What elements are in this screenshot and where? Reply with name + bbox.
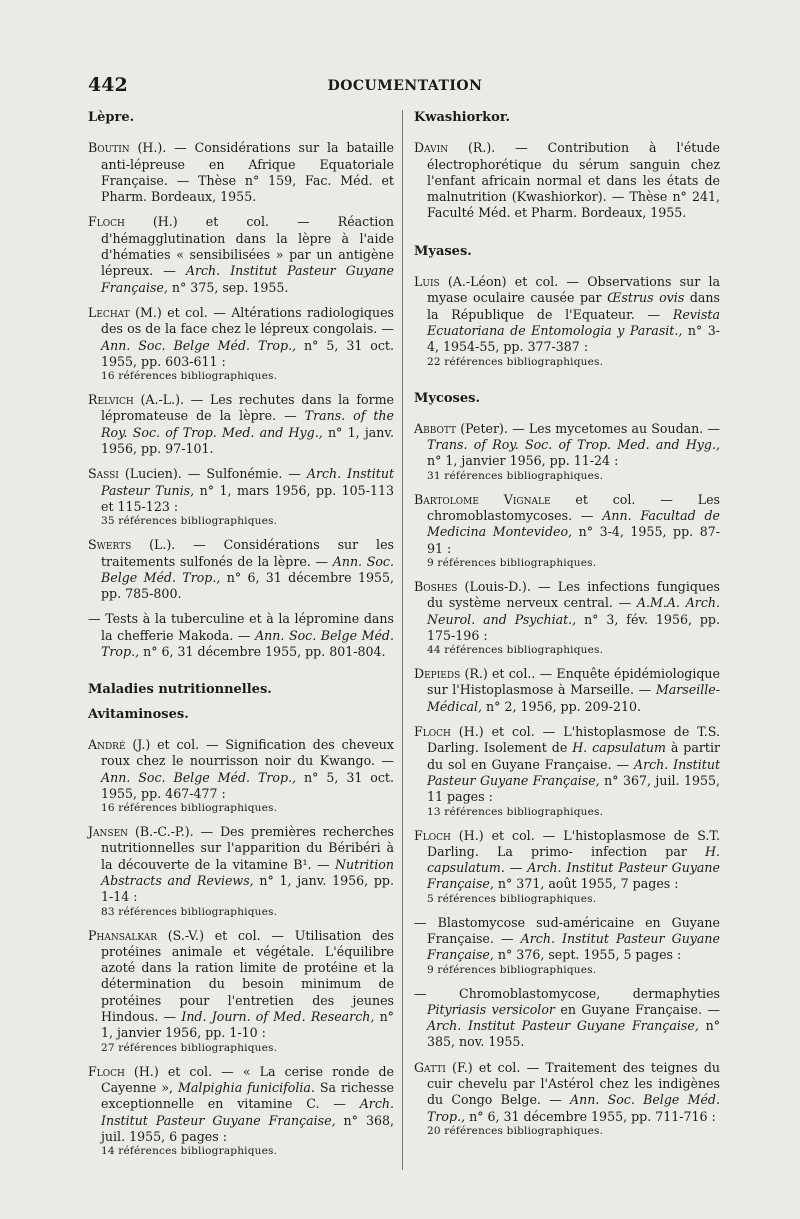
entry-text: (H.). — Considérations sur la bataille anti-lépreuse en Afrique Equatoriale Française. — Thèse n° 159, Fac. Méd. et Pharm. Bordeaux, 1955. bbox=[101, 140, 394, 205]
entry-text: n° 1, janvier 1956, pp. 11-24 : bbox=[427, 453, 619, 469]
entry-journal: Trans. of Roy. Soc. of Trop. Med. and Hyg., bbox=[427, 437, 720, 453]
page-number: 442 bbox=[88, 74, 128, 96]
entry-author: Depieds bbox=[414, 666, 461, 682]
entry-references: 9 références bibliographiques. bbox=[427, 963, 597, 976]
entry-journal: Arch. Institut Pasteur Guyane Française, bbox=[427, 756, 721, 788]
entry-journal: Ann. Soc. Belge Méd. Trop., bbox=[101, 627, 394, 660]
bibliography-entry bbox=[414, 1060, 720, 1138]
column-divider bbox=[402, 110, 403, 1170]
entry-text: — Blastomycose sud-américaine en Guyane Française. — bbox=[414, 914, 720, 946]
bibliography-entry bbox=[88, 466, 394, 528]
running-title: DOCUMENTATION bbox=[327, 78, 483, 94]
page-header bbox=[88, 74, 722, 98]
entry-journal: Trans. of the Roy. Soc. of Trop. Med. and Hyg., bbox=[101, 408, 394, 440]
entry-journal: Arch. Institut Pasteur Guyane Française, bbox=[427, 1018, 699, 1034]
entry-author: Davin bbox=[414, 140, 449, 156]
bibliography-entry bbox=[414, 666, 720, 715]
bibliography-entry bbox=[414, 724, 720, 818]
entry-author: André bbox=[88, 736, 126, 752]
entry-text: n° 1, mars 1956, pp. 105-113 et 115-123 : bbox=[101, 482, 394, 514]
entry-references: 83 références bibliographiques. bbox=[101, 905, 278, 918]
entry-text: — bbox=[504, 860, 528, 876]
entry-text: (H.) et col. — « La cerise ronde de Cayenne », bbox=[101, 1063, 394, 1095]
entry-text: — Tests à la tuberculine et à la lépromine dans la chefferie Makoda. — bbox=[88, 611, 394, 643]
entry-references: 35 références bibliographiques. bbox=[101, 515, 278, 528]
entry-references: 16 références bibliographiques. bbox=[101, 370, 278, 383]
entry-author: Bartolome Vignale bbox=[414, 491, 551, 507]
entry-author: Floch bbox=[414, 827, 451, 843]
entry-references: 22 références bibliographiques. bbox=[427, 355, 604, 368]
entry-journal: A.M.A. Arch. Neurol. and Psychiat., bbox=[427, 595, 720, 627]
entry-text: (H.) et col. — Réaction d'hémagglutination dans la lèpre à l'aide d'hématies « sensibilisées » par un antigène lépreux. — bbox=[101, 214, 394, 279]
entry-text: (J.) et col. — Signification des cheveux roux chez le nourrisson noir du Kwango. — bbox=[101, 736, 394, 769]
bibliography-entry bbox=[88, 537, 394, 602]
entry-text: n° 376, sept. 1955, 5 pages : bbox=[493, 947, 682, 963]
entry-journal: Marseille-Médical, bbox=[427, 682, 720, 714]
bibliography-entry bbox=[414, 274, 720, 368]
bibliography-entry bbox=[414, 828, 720, 906]
entry-author: Floch bbox=[88, 214, 125, 230]
entry-references: 27 références bibliographiques. bbox=[101, 1041, 278, 1054]
entry-references: 31 références bibliographiques. bbox=[427, 469, 604, 482]
entry-text: n° 1, janv. 1956, pp. 1-14 : bbox=[101, 872, 394, 905]
entry-text: n° 6, 31 décembre 1955, pp. 801-804. bbox=[139, 644, 386, 660]
entry-references: 13 références bibliographiques. bbox=[427, 805, 604, 818]
entry-text: n° 5, 31 oct. 1955, pp. 467-477 : bbox=[101, 769, 394, 801]
bibliography-entry bbox=[88, 140, 394, 205]
entry-text: (M.) et col. — Altérations radiologiques des os de la face chez le lépreux congolais. — bbox=[101, 304, 394, 337]
bibliography-entry bbox=[88, 824, 394, 918]
entry-journal: Arch. Institut Pasteur Guyane Française, bbox=[427, 930, 720, 963]
entry-journal: Revista Ecuatoriana de Entomologia y Parasit., bbox=[427, 306, 720, 338]
entry-text: (L.). — Considérations sur les traitements sulfonés de la lèpre. — bbox=[101, 537, 394, 569]
entry-species: Œstrus ovis bbox=[607, 290, 685, 306]
section-heading-maladies: Maladies nutritionnelles. bbox=[88, 682, 272, 698]
entry-text: à partir du sol en Guyane Française. — bbox=[427, 740, 720, 772]
section-heading-kwashiorkor: Kwashiorkor. bbox=[414, 110, 511, 125]
entry-author: Abbott bbox=[414, 420, 457, 436]
entry-text: (Lucien). — Sulfonémie. — bbox=[118, 466, 307, 482]
entry-journal: Arch. Institut Pasteur Tunis, bbox=[101, 466, 395, 498]
bibliography-entry bbox=[414, 915, 720, 977]
entry-text: n° 368, juil. 1955, 6 pages : bbox=[101, 1112, 394, 1144]
section-heading-lepre: Lèpre. bbox=[88, 110, 135, 125]
entry-journal: Ann. Soc. Belge Méd. Trop., bbox=[427, 1092, 720, 1124]
bibliography-entry bbox=[414, 492, 720, 570]
entry-text: en Guyane Française. — bbox=[554, 1001, 720, 1017]
section-heading-myases: Myases. bbox=[414, 243, 472, 259]
entry-species: H. capsulatum. bbox=[427, 843, 720, 876]
entry-text: (F.) et col. — Traitement des teignes du cuir chevelu par l'Astérol chez les indigènes du Congo Belge. — bbox=[427, 1059, 720, 1108]
entry-text: (Louis-D.). — Les infections fungiques du système nerveux central. — bbox=[427, 578, 720, 611]
right-column bbox=[414, 110, 720, 1147]
section-heading-mycoses: Mycoses. bbox=[414, 390, 480, 406]
entry-text: (S.-V.) et col. — Utilisation des protéines animale et végétale. L'équilibre azoté dans la ration limite de protéine et la détermination du besoin minimum de protéines pour l'entretien des jeunes Hindous. — bbox=[101, 927, 394, 1025]
entry-text: (Peter). — Les mycetomes au Soudan. — bbox=[456, 420, 720, 436]
entry-journal: Arch. Institut Pasteur Guyane Française, bbox=[101, 263, 394, 295]
bibliography-entry bbox=[88, 928, 394, 1055]
entry-references: 14 références bibliographiques. bbox=[101, 1145, 278, 1158]
bibliography-entry bbox=[414, 579, 720, 657]
bibliography-entry bbox=[414, 140, 720, 221]
entry-text: n° 6, 31 décembre 1955, pp. 785-800. bbox=[101, 569, 395, 602]
entry-species: Pityriasis versicolor bbox=[427, 1001, 555, 1017]
entry-journal: Ind. Journ. of Med. Research, bbox=[181, 1009, 375, 1025]
entry-text: dans la République de l'Equateur. — bbox=[427, 290, 720, 322]
entry-text: n° 375, sep. 1955. bbox=[167, 279, 289, 295]
entry-author: Swerts bbox=[88, 537, 132, 553]
entry-text: n° 367, juil. 1955, 11 pages : bbox=[427, 772, 720, 805]
bibliography-entry bbox=[88, 737, 394, 815]
entry-journal: Ann. Soc. Belge Méd. Trop., bbox=[101, 769, 297, 785]
bibliography-entry bbox=[88, 305, 394, 383]
entry-text: et col. — Les chromoblastomycoses. — bbox=[427, 491, 720, 524]
bibliography-entry bbox=[414, 986, 720, 1051]
entry-species: Malpighia funicifolia. bbox=[177, 1079, 315, 1095]
entry-author: Floch bbox=[414, 724, 451, 740]
entry-text: Sa richesse exceptionnelle en vitamine C. — bbox=[101, 1079, 394, 1112]
bibliography-entry bbox=[88, 611, 394, 660]
entry-text: (H.) et col. — L'histoplasmose de S.T. Darling. La primo- infection par bbox=[427, 827, 720, 859]
entry-references: 44 références bibliographiques. bbox=[427, 644, 604, 657]
entry-journal: Ann. Facultad de Medicina Montevideo, bbox=[427, 508, 721, 540]
entry-journal: Nutrition Abstracts and Reviews, bbox=[101, 856, 394, 888]
entry-author: Sassi bbox=[88, 466, 119, 482]
bibliography-entry bbox=[414, 421, 720, 483]
entry-text: (H.) et col. — L'histoplasmose de T.S. Darling. Isolement de bbox=[427, 724, 720, 756]
entry-text: n° 5, 31 oct. 1955, pp. 603-611 : bbox=[101, 337, 394, 369]
entry-author: Boutin bbox=[88, 140, 130, 156]
entry-journal: Arch. Institut Pasteur Guyane Française, bbox=[427, 860, 720, 892]
entry-author: Gatti bbox=[414, 1059, 446, 1075]
bibliography-entry bbox=[88, 392, 394, 457]
entry-text: n° 371, août 1955, 7 pages : bbox=[493, 876, 679, 892]
entry-text: (R.) et col.. — Enquête épidémiologique sur l'Histoplasmose à Marseille. — bbox=[427, 666, 720, 698]
entry-text: n° 6, 31 décembre 1955, pp. 711-716 : bbox=[465, 1108, 716, 1124]
entry-text: n° 3-4, 1954-55, pp. 377-387 : bbox=[427, 322, 720, 355]
entry-references: 16 références bibliographiques. bbox=[101, 802, 278, 815]
entry-text: n° 3, fév. 1956, pp. 175-196 : bbox=[427, 611, 720, 643]
entry-species: H. capsulatum bbox=[572, 740, 666, 756]
entry-references: 20 références bibliographiques. bbox=[427, 1124, 604, 1137]
entry-references: 9 références bibliographiques. bbox=[427, 556, 597, 569]
entry-author: Phansalkar bbox=[88, 927, 157, 943]
entry-journal: Ann. Soc. Belge Méd. Trop., bbox=[101, 337, 297, 353]
entry-author: Lechat bbox=[88, 304, 130, 320]
entry-text: n° 2, 1956, pp. 209-210. bbox=[482, 698, 641, 714]
entry-author: Jansen bbox=[88, 824, 129, 840]
entry-references: 5 références bibliographiques. bbox=[427, 892, 597, 905]
entry-author: Floch bbox=[88, 1063, 125, 1079]
entry-text: (A.-L.). — Les rechutes dans la forme lépromateuse de la lèpre. — bbox=[101, 392, 394, 424]
entry-text: n° 3-4, 1955, pp. 87-91 : bbox=[427, 524, 720, 556]
entry-text: n° 1, janvier 1956, pp. 1-10 : bbox=[101, 1009, 394, 1041]
entry-text: n° 1, janv. 1956, pp. 97-101. bbox=[101, 424, 394, 457]
entry-author: Relvich bbox=[88, 392, 134, 408]
bibliography-entry bbox=[88, 1064, 394, 1158]
entry-author: Luis bbox=[414, 274, 440, 290]
entry-text: (A.-Léon) et col. — Observations sur la myase oculaire causée par bbox=[427, 274, 720, 306]
entry-text: — Chromoblastomycose, dermaphyties bbox=[414, 985, 720, 1001]
section-heading-avitaminoses: Avitaminoses. bbox=[88, 706, 189, 722]
entry-text: n° 385, nov. 1955. bbox=[427, 1018, 720, 1050]
entry-text: (R.). — Contribution à l'étude électrophorétique du sérum sanguin chez l'enfant africain normal et dans les états de malnutrition (Kwashiorkor). — Thèse n° 241, Faculté Méd. et Pharm. Bordeaux, 1955. bbox=[427, 140, 720, 221]
entry-text: (B.-C.-P.). — Des premières recherches nutritionnelles sur l'apparition du Béribéri à la découverte de la vitamine B¹. — bbox=[101, 824, 394, 872]
entry-journal: Ann. Soc. Belge Méd. Trop., bbox=[101, 553, 394, 585]
entry-author: Boshes bbox=[414, 578, 458, 594]
entry-journal: Arch. Institut Pasteur Guyane Française, bbox=[101, 1096, 394, 1128]
left-column bbox=[88, 110, 394, 1167]
bibliography-entry bbox=[88, 214, 394, 295]
